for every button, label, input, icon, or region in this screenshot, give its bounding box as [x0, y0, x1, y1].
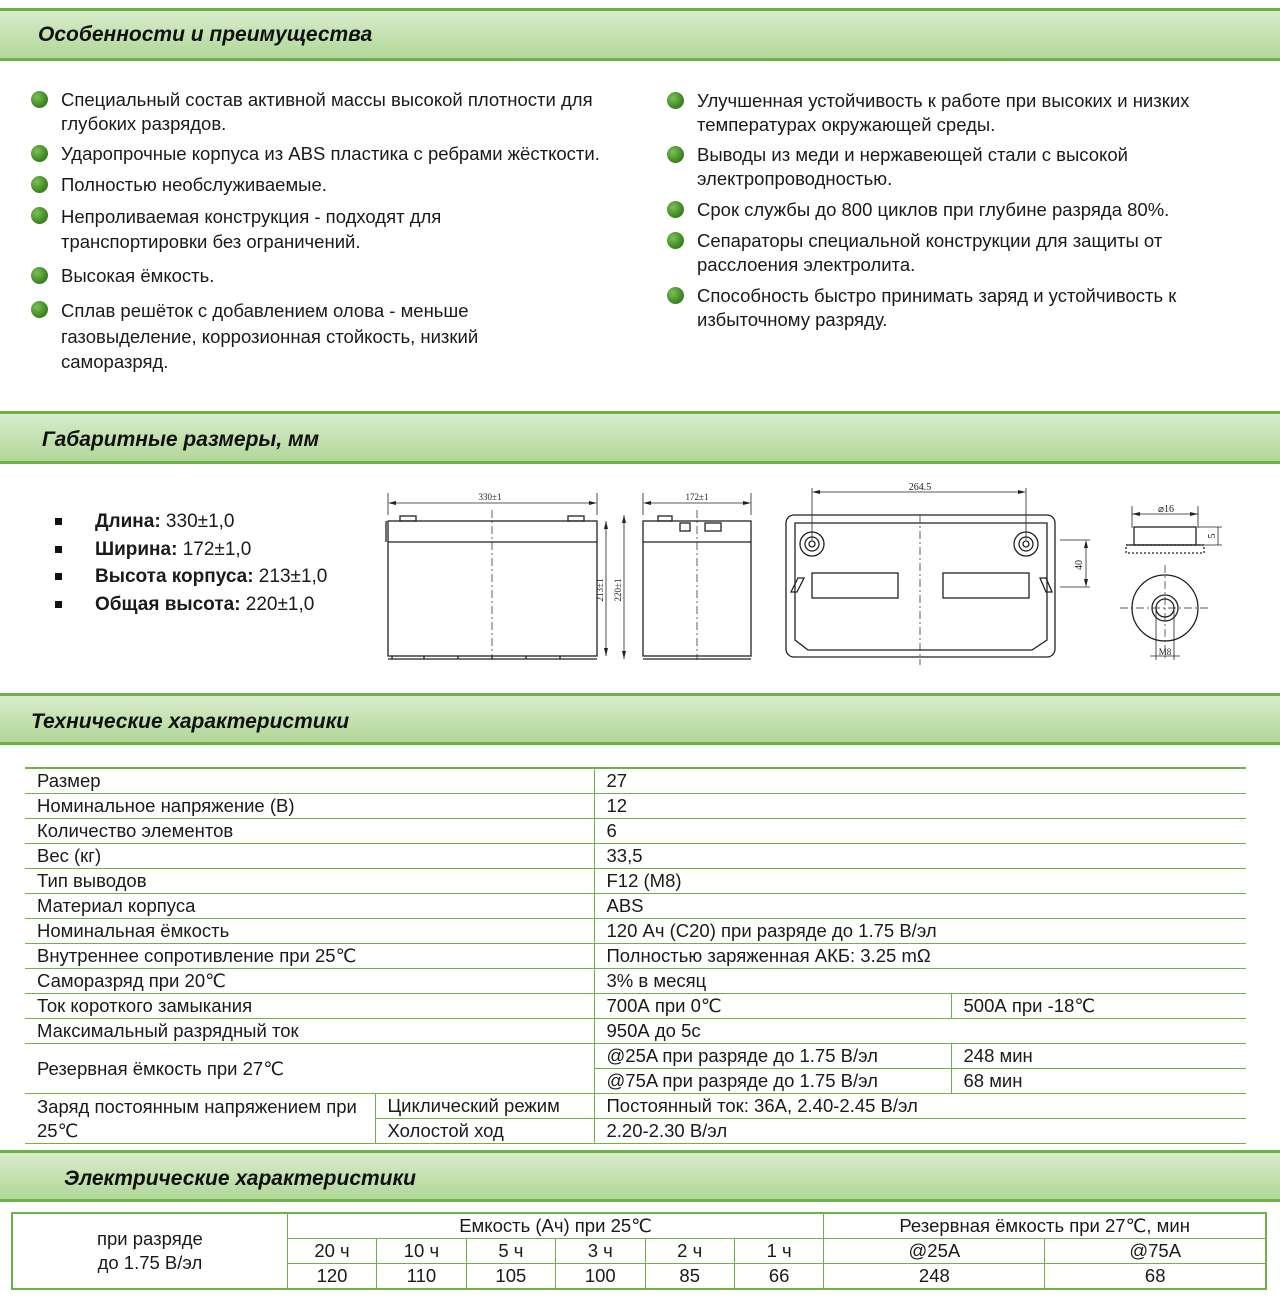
table-row: Вес (кг) 33,5	[25, 844, 1246, 869]
table-row: Размер 27	[25, 768, 1246, 794]
tech-specs-table	[25, 767, 1246, 1144]
table-row: Тип выводов F12 (M8)	[25, 869, 1246, 894]
electric-specs-table	[11, 1212, 1267, 1290]
table-row: Холостой ход 2.20-2.30 В/эл	[25, 1119, 1246, 1144]
features-right	[667, 89, 1227, 339]
dim-40-label: 40	[1074, 560, 1085, 570]
table-row: 120 110 105 100 85 66 248 68	[12, 1264, 1266, 1290]
section-header-electric	[0, 1150, 1280, 1202]
section-title: Электрические характеристики	[64, 1167, 416, 1190]
feature-item: Улучшенная устойчивость к работе при высоких и низких температурах окружающей среды.	[667, 89, 1227, 137]
dimension-total-height: Общая высота: 220±1,0	[55, 591, 327, 619]
table-row: Номинальная ёмкость 120 Ач (C20) при разряде до 1.75 В/эл	[25, 919, 1246, 944]
bullet-icon	[31, 145, 48, 162]
dimension-width: Ширина: 172±1,0	[55, 536, 327, 564]
top-view	[786, 482, 1090, 665]
dim-h220-label: 220±1	[613, 578, 623, 602]
feature-item: Способность быстро принимать заряд и устойчивость к избыточному разряду.	[667, 284, 1227, 332]
feature-item: Непроливаемая конструкция - подходят для транспортировки без ограничений.	[31, 204, 631, 254]
dimensions-list	[55, 508, 327, 618]
battery-drawing	[370, 480, 1250, 680]
dimension-length: Длина: 330±1,0	[55, 508, 327, 536]
square-bullet-icon	[55, 518, 62, 525]
section-title: Особенности и преимущества	[38, 23, 373, 46]
feature-item: Ударопрочные корпуса из ABS пластика с ребрами жёсткости.	[31, 142, 631, 166]
dim-length-label: 330±1	[478, 492, 502, 502]
square-bullet-icon	[55, 601, 62, 608]
side-view	[595, 492, 751, 660]
table-row: Материал корпуса ABS	[25, 894, 1246, 919]
terminal-detail	[1120, 504, 1222, 660]
table-row: 20 ч 10 ч 5 ч 3 ч 2 ч 1 ч @25A @75A	[12, 1239, 1266, 1264]
feature-item: Полностью необслуживаемые.	[31, 173, 631, 197]
dim-m8-label: M8	[1158, 647, 1172, 657]
feature-item: Выводы из меди и нержавеющей стали с высокой электропроводностью.	[667, 143, 1227, 191]
table-row: Номинальное напряжение (В) 12	[25, 794, 1246, 819]
table-row: Максимальный разрядный ток 950А до 5с	[25, 1019, 1246, 1044]
section-title: Технические характеристики	[31, 710, 350, 733]
section-header-features	[0, 8, 1280, 61]
dimension-case-height: Высота корпуса: 213±1,0	[55, 563, 327, 591]
bullet-icon	[31, 301, 48, 318]
bullet-icon	[667, 287, 684, 304]
feature-item: Высокая ёмкость.	[31, 264, 631, 288]
dim-terminal-label: 264.5	[908, 482, 932, 493]
dim-h213-label: 213±1	[595, 578, 605, 602]
table-row: Ток короткого замыкания 700А при 0℃ 500А при -18℃	[25, 994, 1246, 1019]
feature-item: Сепараторы специальной конструкции для защиты от расслоения электролита.	[667, 229, 1227, 277]
square-bullet-icon	[55, 546, 62, 553]
table-row: Внутреннее сопротивление при 25℃ Полностью заряженная АКБ: 3.25 mΩ	[25, 944, 1246, 969]
bullet-icon	[667, 146, 684, 163]
features-left	[31, 88, 631, 382]
dim-d16-label: ⌀16	[1157, 504, 1175, 515]
bullet-icon	[31, 91, 48, 108]
bullet-icon	[667, 232, 684, 249]
table-row: при разряде до 1.75 В/эл Емкость (Ач) при 25℃ Резервная ёмкость при 27℃, мин	[12, 1213, 1266, 1239]
feature-item: Сплав решёток с добавлением олова - меньше газовыделение, коррозионная стойкость, низкий саморазряд.	[31, 298, 631, 375]
dim-5-label: 5	[1207, 533, 1218, 539]
bullet-icon	[31, 267, 48, 284]
feature-item: Срок службы до 800 циклов при глубине разряда 80%.	[667, 198, 1227, 222]
front-view	[386, 492, 597, 660]
table-row: Заряд постоянным напряжением при 25℃ Циклический режим Постоянный ток: 36А, 2.40-2.45 В/эл	[25, 1094, 1246, 1119]
table-row: Количество элементов 6	[25, 819, 1246, 844]
bullet-icon	[31, 207, 48, 224]
section-header-dimensions	[0, 411, 1280, 464]
section-title: Габаритные размеры, мм	[42, 428, 320, 451]
bullet-icon	[667, 92, 684, 109]
table-row: Саморазряд при 20℃ 3% в месяц	[25, 969, 1246, 994]
section-header-tech	[0, 693, 1280, 745]
square-bullet-icon	[55, 573, 62, 580]
table-row: Резервная ёмкость при 27℃ @25A при разряде до 1.75 В/эл 248 мин	[25, 1044, 1246, 1069]
table-row: @75A при разряде до 1.75 В/эл 68 мин	[25, 1069, 1246, 1094]
dim-width-label: 172±1	[685, 492, 709, 502]
bullet-icon	[31, 176, 48, 193]
bullet-icon	[667, 201, 684, 218]
feature-item: Специальный состав активной массы высокой плотности для глубоких разрядов.	[31, 88, 631, 136]
